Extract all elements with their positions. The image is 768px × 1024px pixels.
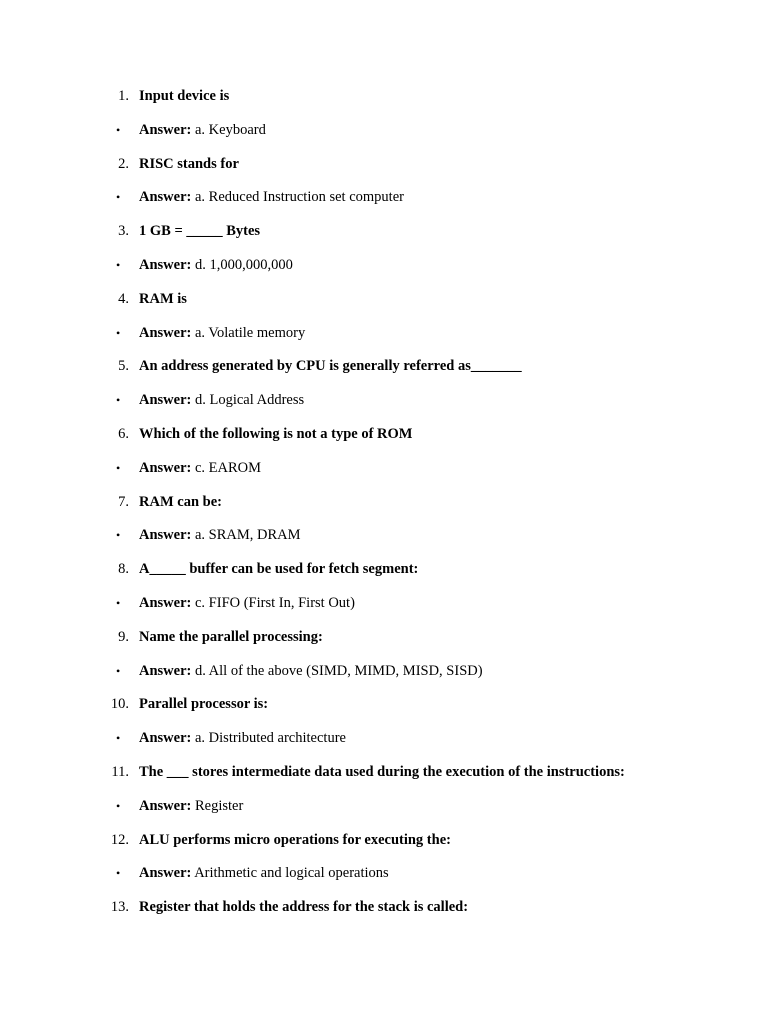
question-number: 7. [118, 493, 129, 510]
bullet-icon: • [116, 460, 121, 475]
answer-item [0, 457, 768, 491]
answer-item [0, 862, 768, 896]
answer-text: a. Volatile memory [194, 324, 306, 341]
answer-label: Answer: [139, 594, 192, 611]
question-text: An address generated by CPU is generally referred as_______ [139, 358, 522, 375]
bullet-icon: • [116, 190, 121, 205]
answer-content [139, 660, 483, 682]
question-text: RISC stands for [139, 155, 239, 172]
answer-content [139, 795, 243, 817]
question-item [0, 693, 768, 727]
answer-content [139, 322, 305, 344]
question-number: 8. [118, 561, 129, 578]
answer-item [0, 389, 768, 423]
answer-content [139, 254, 293, 276]
bullet-icon: • [116, 731, 121, 746]
answer-label: Answer: [139, 662, 192, 679]
question-item [0, 288, 768, 322]
answer-item [0, 254, 768, 288]
bullet-icon: • [116, 325, 121, 340]
answer-item [0, 795, 768, 829]
question-item [0, 558, 768, 592]
answer-label: Answer: [139, 189, 192, 206]
answer-label: Answer: [139, 256, 192, 273]
question-text: 1 GB = _____ Bytes [139, 223, 261, 240]
question-text: Which of the following is not a type of ROM [139, 425, 413, 442]
question-text: The ___ stores intermediate data used during the execution of the instructions: [139, 763, 625, 780]
answer-content [139, 524, 301, 546]
question-item [0, 491, 768, 525]
answer-text: d. Logical Address [194, 392, 305, 409]
question-item [0, 829, 768, 863]
answer-text: a. SRAM, DRAM [194, 527, 301, 544]
question-number: 11. [111, 763, 129, 780]
answer-text: a. Reduced Instruction set computer [194, 189, 404, 206]
question-number: 3. [118, 223, 129, 240]
bullet-icon: • [116, 595, 121, 610]
answer-item [0, 119, 768, 153]
question-item [0, 896, 768, 930]
question-text: RAM can be: [139, 493, 222, 510]
question-text: ALU performs micro operations for executing the: [139, 831, 451, 848]
answer-label: Answer: [139, 121, 192, 138]
answer-label: Answer: [139, 392, 192, 409]
answer-item [0, 186, 768, 220]
question-text: Input device is [139, 88, 230, 104]
answer-content [139, 186, 404, 208]
answer-content [139, 389, 304, 411]
answer-text: d. 1,000,000,000 [194, 256, 293, 273]
question-number: 12. [110, 831, 129, 848]
question-item [0, 220, 768, 254]
question-text: A_____ buffer can be used for fetch segment: [139, 561, 419, 578]
bullet-icon: • [116, 663, 121, 678]
answer-item [0, 322, 768, 356]
bullet-icon: • [116, 257, 121, 272]
answer-text: c. EAROM [194, 459, 262, 476]
answer-item [0, 592, 768, 626]
question-item [0, 761, 768, 795]
bullet-icon: • [116, 866, 121, 881]
answer-text: a. Distributed architecture [194, 730, 346, 747]
question-text: Name the parallel processing: [139, 628, 323, 645]
answer-content [139, 727, 346, 749]
question-number: 9. [118, 628, 129, 645]
question-number: 2. [118, 155, 129, 172]
question-item [0, 355, 768, 389]
answer-label: Answer: [139, 324, 192, 341]
question-number: 13. [110, 899, 129, 916]
question-text: Register that holds the address for the stack is called: [139, 899, 469, 916]
question-number: 10. [110, 696, 129, 713]
bullet-icon: • [116, 122, 121, 137]
answer-text: Register [194, 797, 244, 814]
answer-text: d. All of the above (SIMD, MIMD, MISD, SISD) [194, 662, 483, 679]
answer-text: c. FIFO (First In, First Out) [194, 594, 355, 611]
question-item [0, 423, 768, 457]
question-number: 5. [118, 358, 129, 375]
question-item [0, 85, 768, 119]
bullet-icon: • [116, 393, 121, 408]
question-text: Parallel processor is: [139, 696, 269, 713]
answer-item [0, 660, 768, 694]
bullet-icon: • [116, 528, 121, 543]
answer-content [139, 119, 266, 141]
question-item [0, 626, 768, 660]
question-number: 1. [118, 88, 129, 104]
answer-label: Answer: [139, 527, 192, 544]
answer-content [139, 457, 261, 479]
answer-label: Answer: [139, 459, 192, 476]
answer-label: Answer: [139, 730, 192, 747]
bullet-icon: • [116, 798, 121, 813]
question-number: 4. [118, 290, 129, 307]
question-answer-list [0, 85, 768, 930]
answer-label: Answer: [139, 865, 192, 882]
answer-content [139, 862, 389, 884]
answer-item [0, 524, 768, 558]
answer-text: Arithmetic and logical operations [194, 865, 389, 882]
question-item [0, 153, 768, 187]
answer-label: Answer: [139, 797, 192, 814]
answer-text: a. Keyboard [194, 121, 266, 138]
question-text: RAM is [139, 290, 187, 307]
question-number: 6. [118, 425, 129, 442]
answer-content [139, 592, 355, 614]
answer-item [0, 727, 768, 761]
